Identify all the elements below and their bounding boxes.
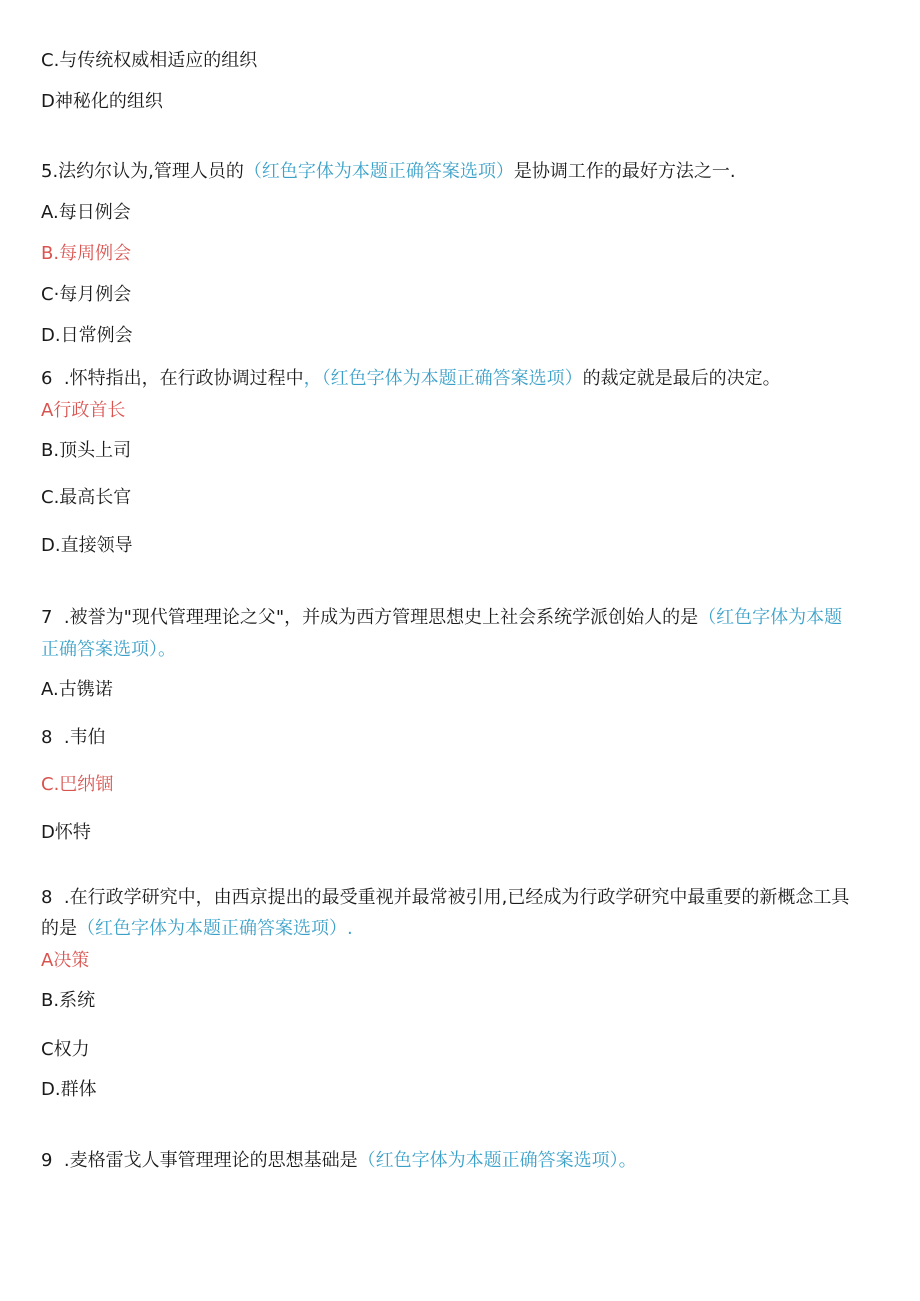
q5-stem-text-end: 是协调工作的最好方法之一. (513, 161, 736, 182)
q8-answer-hint: （红色字体为本题正确答案选项）. (77, 918, 353, 939)
q6-option-d: D.直接领导 (41, 535, 133, 556)
q5-option-c: C·每月例会 (41, 284, 132, 305)
q7-option-c-correct: C.巴纳锢 (41, 774, 114, 795)
q5-option-a: A.每日例会 (41, 202, 131, 223)
q8-option-b: B.系统 (41, 990, 96, 1011)
q5-answer-hint: （红色字体为本题正确答案选项） (243, 161, 514, 182)
q6-option-a-correct: A行政首长 (41, 400, 126, 421)
q8-stem-text: 的是 (41, 918, 77, 939)
q6-option-b: B.顶头上司 (41, 440, 132, 461)
q6-answer-hint: ，（红色字体为本题正确答案选项） (303, 368, 583, 389)
q7-stem-line-1 (41, 606, 842, 630)
q8-stem-line-2 (41, 917, 353, 941)
q4-option-c: C.与传统权威相适应的组织 (41, 50, 258, 71)
q8-option-a-correct: A决策 (41, 950, 90, 971)
q8-option-c: C权力 (41, 1039, 90, 1060)
q4-option-d: D神秘化的组织 (41, 91, 163, 112)
q8-option-d: D.群体 (41, 1079, 97, 1100)
q5-stem-text: 5.法约尔认为,管理人员的 (41, 161, 244, 182)
q8-stem-line-1: 8 .在行政学研究中，由西京提出的最受重视并最常被引用,已经成为行政学研究中最重要的新概念工具 (41, 887, 850, 908)
q9-answer-hint: （红色字体为本题正确答案选项）。 (357, 1150, 637, 1171)
q6-stem-text: 6 .怀特指出，在行政协调过程中 (41, 368, 304, 389)
q6-option-c: C.最高长官 (41, 487, 132, 508)
q5-stem (41, 160, 736, 184)
q7-answer-hint-part-2: 正确答案选项）。 (41, 639, 176, 660)
q9-stem-text: 9 .麦格雷戈人事管理理论的思想基础是 (41, 1150, 358, 1171)
q6-stem-text-end: 的裁定就是最后的决定。 (582, 368, 781, 389)
q6-stem (41, 367, 781, 391)
q7-answer-hint-part-1: （红色字体为本题 (698, 607, 843, 628)
q7-option-a: A.古镌诺 (41, 679, 113, 700)
q9-stem (41, 1149, 637, 1173)
q5-option-b-correct: B.每周例会 (41, 243, 132, 264)
q7-stem-text: 7 .被誉为"现代管理理论之父"，并成为西方管理思想史上社会系统学派创始人的是 (41, 607, 699, 628)
q7-option-d: D怀特 (41, 822, 91, 843)
q5-option-d: D.日常例会 (41, 325, 133, 346)
q7-option-b: 8 .韦伯 (41, 727, 106, 748)
